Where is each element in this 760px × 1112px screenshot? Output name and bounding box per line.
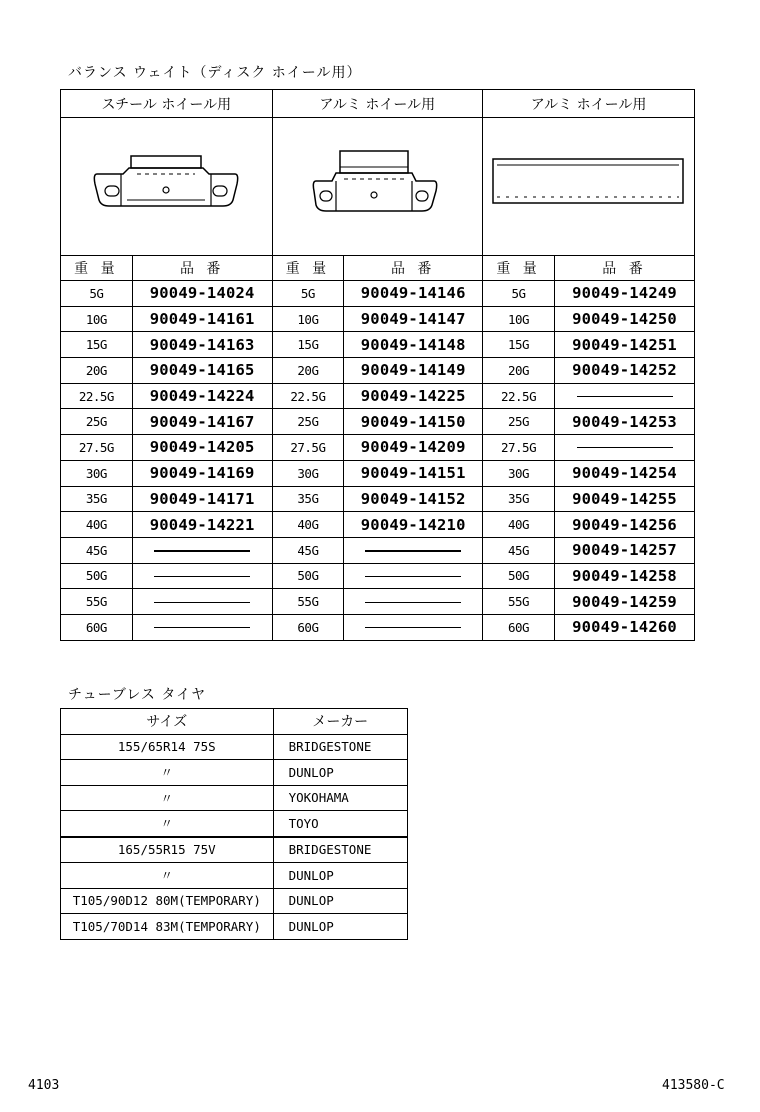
part-number-cell: 90049-14149 — [344, 358, 483, 384]
table-row — [61, 837, 408, 863]
dash-line — [365, 576, 461, 577]
table-row — [61, 435, 695, 461]
weight-cell: 30G — [272, 460, 344, 486]
no-part-cell — [132, 614, 272, 640]
weight-cell: 20G — [61, 358, 133, 384]
tire-size-cell: 165/55R15 75V — [61, 837, 274, 863]
part-number-cell: 90049-14171 — [132, 486, 272, 512]
size-header: サイズ — [61, 709, 274, 735]
tire-size-cell: T105/70D14 83M(TEMPORARY) — [61, 914, 274, 940]
part-number-cell: 90049-14167 — [132, 409, 272, 435]
table-row — [61, 358, 695, 384]
balance-weight-rows — [61, 281, 695, 641]
weight-header: 重 量 — [483, 256, 555, 281]
part-number-cell: 90049-14163 — [132, 332, 272, 358]
part-number-cell: 90049-14150 — [344, 409, 483, 435]
table-row — [61, 486, 695, 512]
part-number-cell: 90049-14148 — [344, 332, 483, 358]
part-number-cell: 90049-14259 — [555, 589, 695, 615]
part-number-cell: 90049-14169 — [132, 460, 272, 486]
part-number-cell: 90049-14224 — [132, 383, 272, 409]
part-number-cell: 90049-14249 — [555, 281, 695, 307]
tubeless-tire-table — [60, 708, 408, 940]
part-number-cell: 90049-14151 — [344, 460, 483, 486]
table-row — [61, 760, 408, 786]
weight-header: 重 量 — [61, 256, 133, 281]
weight-cell: 35G — [61, 486, 133, 512]
weight-cell: 60G — [61, 614, 133, 640]
weight-cell: 22.5G — [61, 383, 133, 409]
dash-line — [154, 627, 250, 628]
weight-cell: 27.5G — [61, 435, 133, 461]
table-row — [61, 537, 695, 563]
dash-line — [365, 602, 461, 603]
part-header: 品 番 — [132, 256, 272, 281]
part-header: 品 番 — [555, 256, 695, 281]
part-number-cell: 90049-14209 — [344, 435, 483, 461]
tire-rows — [61, 734, 408, 939]
maker-header: メーカー — [273, 709, 407, 735]
part-number-cell: 90049-14255 — [555, 486, 695, 512]
weight-cell: 15G — [483, 332, 555, 358]
tire-maker-cell: DUNLOP — [273, 863, 407, 889]
tire-maker-cell: DUNLOP — [273, 888, 407, 914]
table-row — [61, 785, 408, 811]
weight-cell: 20G — [272, 358, 344, 384]
table-row — [61, 734, 408, 760]
tire-size-cell: 〃 — [61, 760, 274, 786]
adhesive-weight-image — [483, 118, 695, 256]
table-row — [61, 281, 695, 307]
table-row — [61, 563, 695, 589]
tire-maker-cell: DUNLOP — [273, 760, 407, 786]
weight-cell: 45G — [483, 537, 555, 563]
alloy-wheel-header-2: アルミ ホイール用 — [483, 90, 695, 118]
tire-maker-cell: TOYO — [273, 811, 407, 837]
weight-cell: 5G — [483, 281, 555, 307]
weight-cell: 10G — [483, 306, 555, 332]
table-row — [61, 863, 408, 889]
weight-cell: 60G — [483, 614, 555, 640]
weight-cell: 15G — [272, 332, 344, 358]
table-row — [61, 460, 695, 486]
weight-cell: 55G — [272, 589, 344, 615]
weight-cell: 40G — [61, 512, 133, 538]
weight-cell: 40G — [272, 512, 344, 538]
no-part-cell — [344, 537, 483, 563]
no-part-cell — [132, 589, 272, 615]
part-number-cell: 90049-14205 — [132, 435, 272, 461]
part-number-cell: 90049-14252 — [555, 358, 695, 384]
no-part-cell — [344, 589, 483, 615]
tubeless-tire-title: チューブレス タイヤ — [68, 687, 207, 703]
weight-cell: 15G — [61, 332, 133, 358]
weight-cell: 10G — [272, 306, 344, 332]
part-header: 品 番 — [344, 256, 483, 281]
table-row — [61, 306, 695, 332]
weight-cell: 45G — [272, 537, 344, 563]
table-row — [61, 614, 695, 640]
part-number-cell: 90049-14254 — [555, 460, 695, 486]
part-number-cell: 90049-14250 — [555, 306, 695, 332]
weight-cell: 55G — [61, 589, 133, 615]
part-number-cell: 90049-14253 — [555, 409, 695, 435]
no-part-cell — [132, 537, 272, 563]
tire-size-cell: 155/65R14 75S — [61, 734, 274, 760]
tire-maker-cell: BRIDGESTONE — [273, 837, 407, 863]
tire-size-cell: 〃 — [61, 811, 274, 837]
dash-line — [154, 550, 250, 552]
part-number-cell: 90049-14260 — [555, 614, 695, 640]
table-row — [61, 811, 408, 837]
part-number-cell: 90049-14146 — [344, 281, 483, 307]
no-part-cell — [555, 383, 695, 409]
weight-cell: 50G — [272, 563, 344, 589]
weight-cell: 25G — [272, 409, 344, 435]
dash-line — [154, 602, 250, 603]
dash-line — [365, 550, 461, 552]
no-part-cell — [344, 563, 483, 589]
weight-cell: 27.5G — [483, 435, 555, 461]
weight-cell: 60G — [272, 614, 344, 640]
part-number-cell: 90049-14221 — [132, 512, 272, 538]
no-part-cell — [555, 435, 695, 461]
tire-size-cell: T105/90D12 80M(TEMPORARY) — [61, 888, 274, 914]
part-number-cell: 90049-14225 — [344, 383, 483, 409]
table-row — [61, 914, 408, 940]
part-number-cell: 90049-14257 — [555, 537, 695, 563]
alloy-wheel-header-1: アルミ ホイール用 — [272, 90, 483, 118]
part-number-cell: 90049-14258 — [555, 563, 695, 589]
weight-cell: 5G — [272, 281, 344, 307]
document-code: 413580-C — [662, 1078, 725, 1093]
no-part-cell — [132, 563, 272, 589]
dash-line — [577, 447, 673, 448]
part-number-cell: 90049-14152 — [344, 486, 483, 512]
weight-cell: 35G — [272, 486, 344, 512]
dash-line — [154, 576, 250, 577]
balance-weight-title: バランス ウェイト（ディスク ホイール用） — [68, 65, 362, 81]
alloy-weight-image-1 — [272, 118, 483, 256]
weight-header: 重 量 — [272, 256, 344, 281]
tire-maker-cell: DUNLOP — [273, 914, 407, 940]
part-number-cell: 90049-14161 — [132, 306, 272, 332]
balance-weight-table — [60, 89, 695, 641]
weight-cell: 30G — [483, 460, 555, 486]
part-number-cell: 90049-14251 — [555, 332, 695, 358]
no-part-cell — [344, 614, 483, 640]
part-number-cell: 90049-14256 — [555, 512, 695, 538]
dash-line — [365, 627, 461, 628]
tire-maker-cell: BRIDGESTONE — [273, 734, 407, 760]
tire-size-cell: 〃 — [61, 785, 274, 811]
weight-cell: 5G — [61, 281, 133, 307]
weight-cell: 22.5G — [272, 383, 344, 409]
table-row — [61, 409, 695, 435]
table-row — [61, 512, 695, 538]
dash-line — [577, 396, 673, 397]
table-row — [61, 383, 695, 409]
steel-wheel-header: スチール ホイール用 — [61, 90, 273, 118]
weight-cell: 50G — [483, 563, 555, 589]
table-row — [61, 589, 695, 615]
weight-cell: 20G — [483, 358, 555, 384]
part-number-cell: 90049-14210 — [344, 512, 483, 538]
part-number-cell: 90049-14147 — [344, 306, 483, 332]
table-row — [61, 888, 408, 914]
weight-cell: 55G — [483, 589, 555, 615]
tire-maker-cell: YOKOHAMA — [273, 785, 407, 811]
table-row — [61, 332, 695, 358]
part-number-cell: 90049-14165 — [132, 358, 272, 384]
tire-size-cell: 〃 — [61, 863, 274, 889]
page-number: 4103 — [28, 1078, 60, 1093]
weight-cell: 40G — [483, 512, 555, 538]
weight-cell: 45G — [61, 537, 133, 563]
weight-cell: 22.5G — [483, 383, 555, 409]
steel-weight-image — [61, 118, 273, 256]
weight-cell: 27.5G — [272, 435, 344, 461]
part-number-cell: 90049-14024 — [132, 281, 272, 307]
weight-cell: 25G — [61, 409, 133, 435]
weight-cell: 50G — [61, 563, 133, 589]
weight-cell: 35G — [483, 486, 555, 512]
weight-cell: 25G — [483, 409, 555, 435]
weight-cell: 30G — [61, 460, 133, 486]
weight-cell: 10G — [61, 306, 133, 332]
